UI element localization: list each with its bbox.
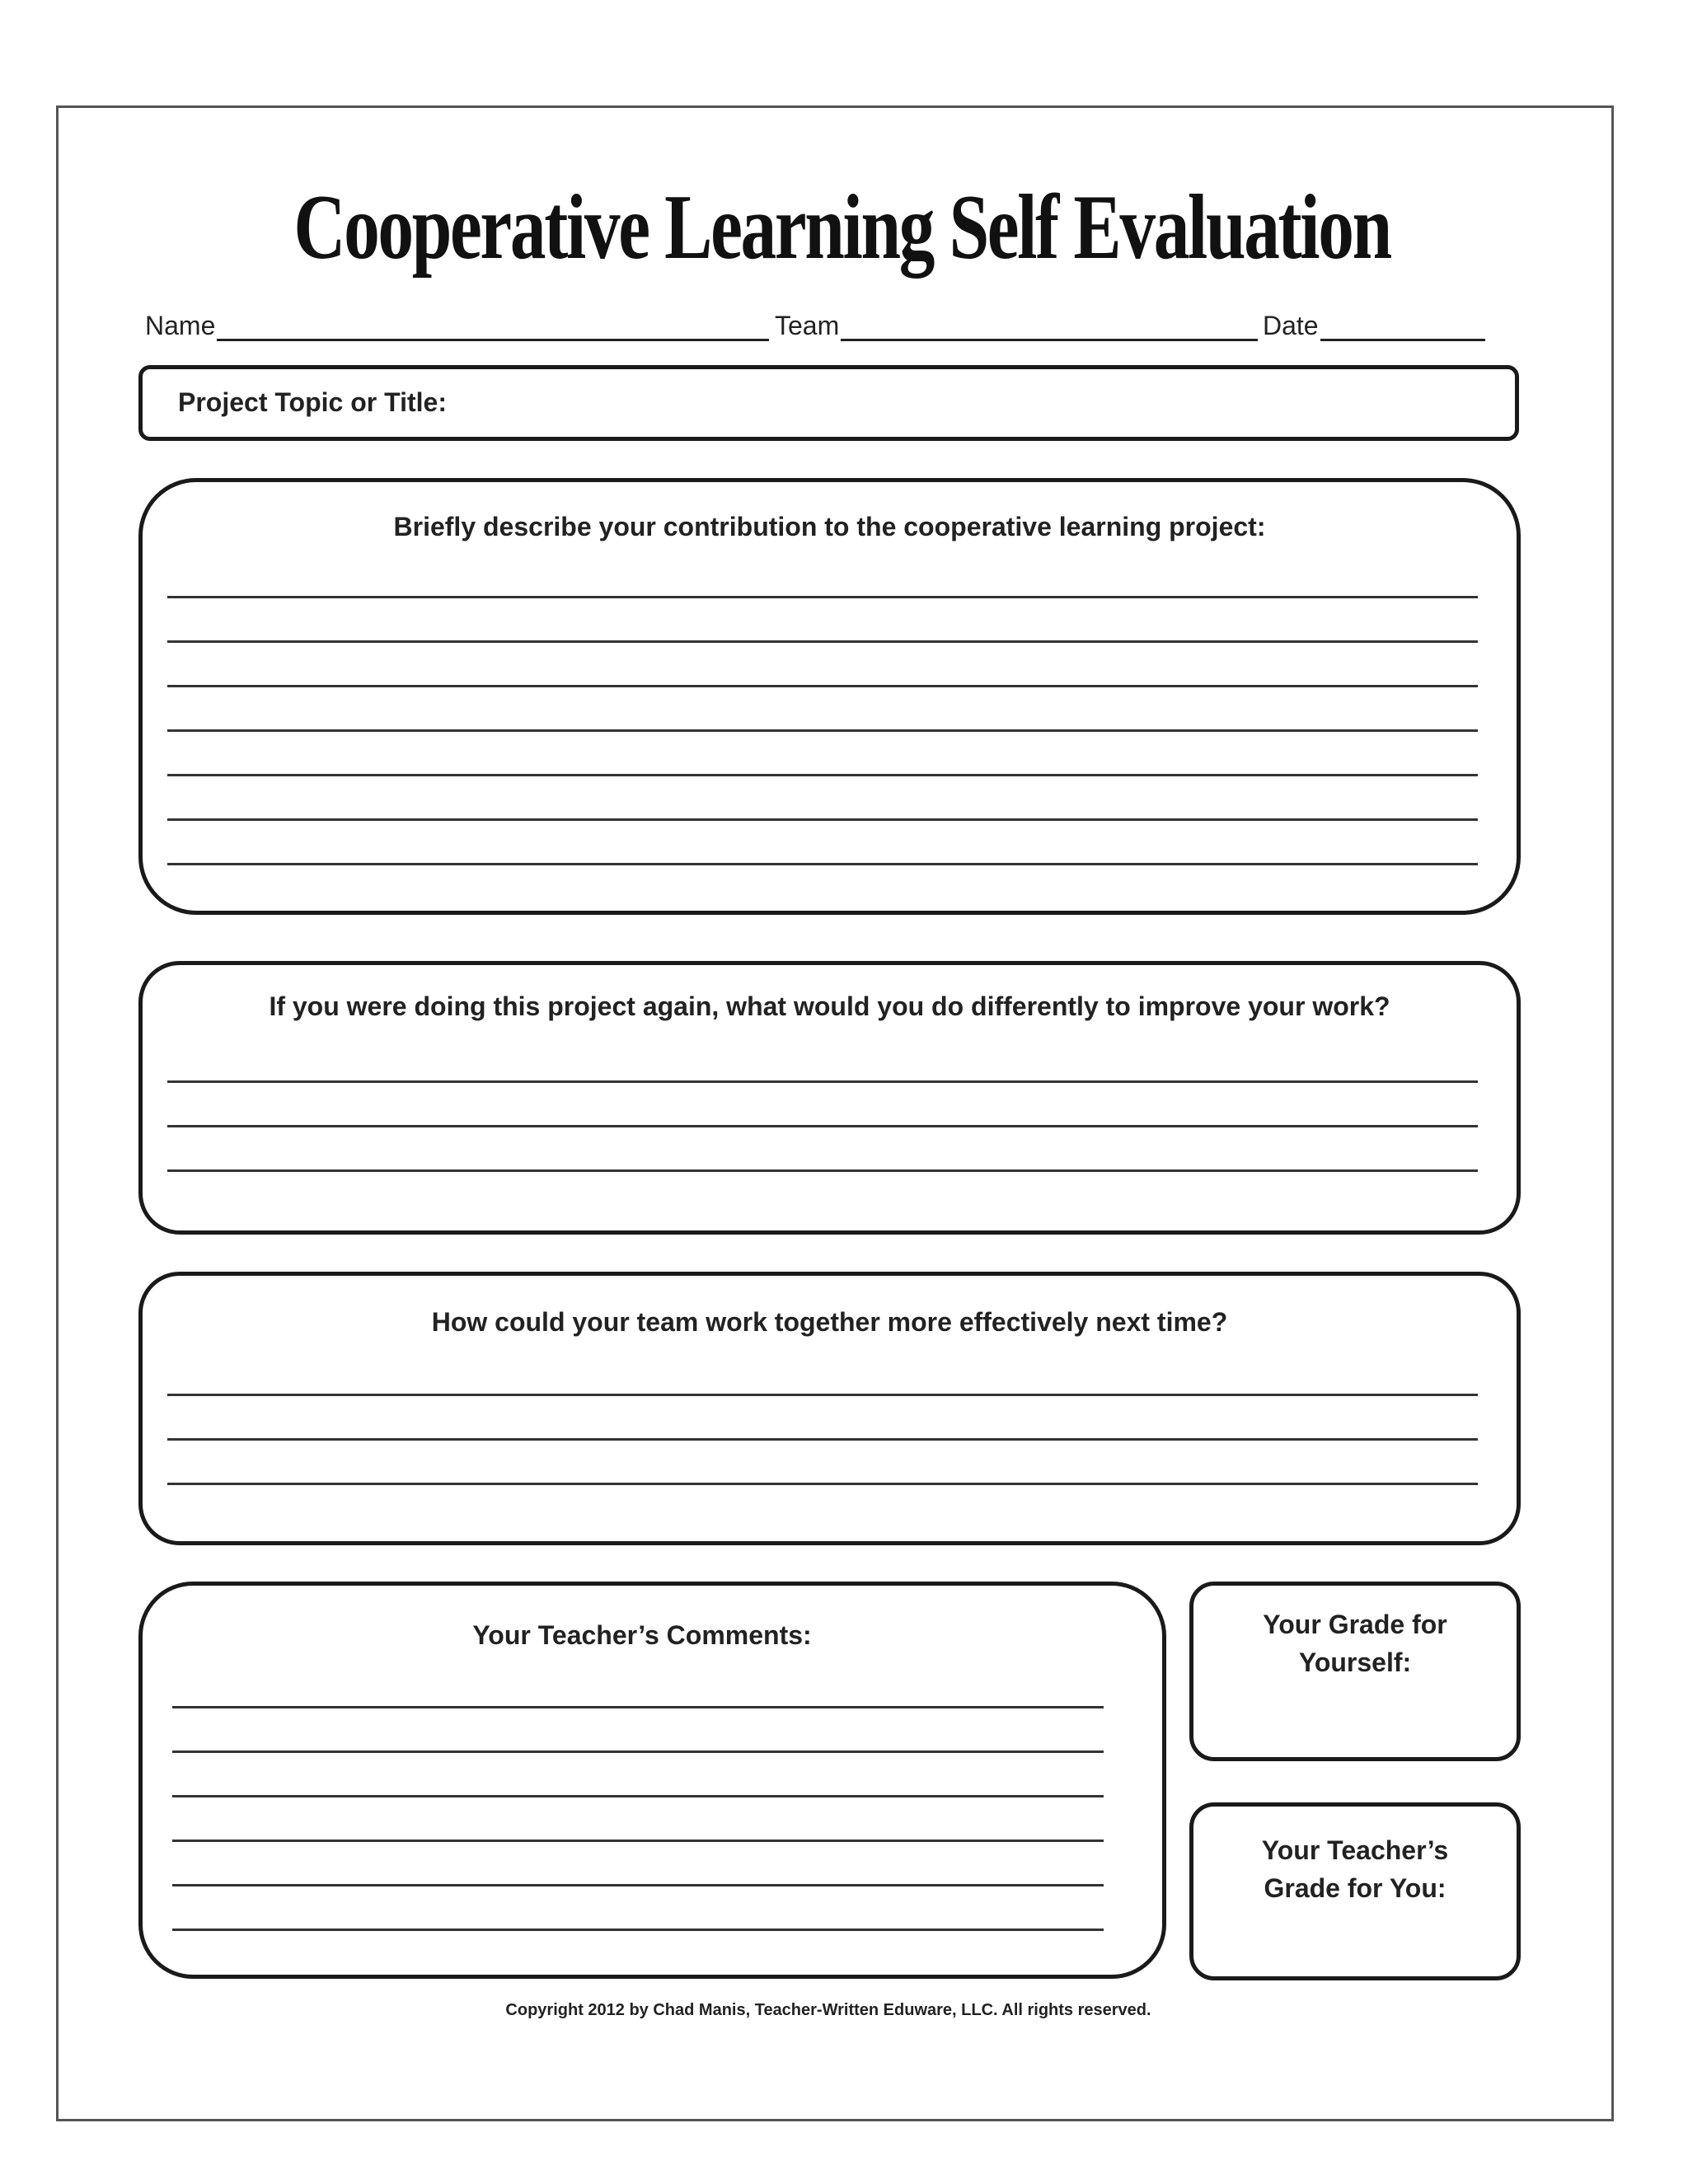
writing-line[interactable] bbox=[167, 685, 1478, 687]
name-field[interactable] bbox=[145, 307, 769, 341]
teacher-comments-box[interactable] bbox=[138, 1582, 1166, 1979]
writing-line[interactable] bbox=[167, 1394, 1478, 1396]
date-blank-line[interactable] bbox=[1320, 309, 1485, 341]
writing-line[interactable] bbox=[167, 1169, 1478, 1172]
writing-line[interactable] bbox=[172, 1706, 1104, 1708]
self-grade-box[interactable] bbox=[1189, 1582, 1521, 1761]
writing-line[interactable] bbox=[167, 1483, 1478, 1485]
self-grade-label-line1: Your Grade for bbox=[1263, 1610, 1447, 1639]
copyright-notice: Copyright 2012 by Chad Manis, Teacher-Written Eduware, LLC. All rights reserved. bbox=[505, 2001, 1151, 2019]
writing-line[interactable] bbox=[167, 1125, 1478, 1127]
writing-line[interactable] bbox=[167, 1438, 1478, 1441]
self-grade-label bbox=[1193, 1605, 1517, 1681]
name-blank-line[interactable] bbox=[217, 309, 769, 341]
improvement-box[interactable] bbox=[138, 961, 1521, 1235]
improvement-prompt: If you were doing this project again, what would you do differently to improve your work? bbox=[269, 991, 1390, 1021]
writing-line[interactable] bbox=[172, 1929, 1104, 1931]
teacher-grade-label-line1: Your Teacher’s bbox=[1261, 1835, 1449, 1865]
teacher-comments-prompt: Your Teacher’s Comments: bbox=[472, 1620, 812, 1650]
writing-line[interactable] bbox=[172, 1840, 1104, 1842]
team-blank-line[interactable] bbox=[841, 309, 1258, 341]
writing-line[interactable] bbox=[167, 596, 1478, 598]
teamwork-box[interactable] bbox=[138, 1272, 1521, 1545]
contribution-box[interactable] bbox=[138, 478, 1521, 915]
project-topic-box[interactable] bbox=[138, 365, 1519, 441]
writing-line[interactable] bbox=[172, 1884, 1104, 1886]
teamwork-prompt: How could your team work together more effectively next time? bbox=[431, 1307, 1228, 1337]
teacher-grade-label bbox=[1193, 1831, 1517, 1907]
writing-line[interactable] bbox=[167, 1080, 1478, 1083]
writing-line[interactable] bbox=[167, 729, 1478, 732]
teacher-grade-label-line2: Grade for You: bbox=[1264, 1873, 1447, 1903]
team-label: Team bbox=[775, 311, 840, 340]
writing-line[interactable] bbox=[167, 640, 1478, 643]
writing-line[interactable] bbox=[167, 774, 1478, 776]
date-field[interactable] bbox=[1263, 307, 1485, 341]
name-label: Name bbox=[145, 311, 216, 340]
date-label: Date bbox=[1263, 311, 1319, 340]
writing-line[interactable] bbox=[167, 863, 1478, 865]
writing-line[interactable] bbox=[172, 1795, 1104, 1797]
teacher-grade-box[interactable] bbox=[1189, 1802, 1521, 1980]
page-title: Cooperative Learning Self Evaluation bbox=[293, 176, 1390, 279]
writing-line[interactable] bbox=[172, 1750, 1104, 1753]
self-grade-label-line2: Yourself: bbox=[1298, 1647, 1412, 1677]
team-field[interactable] bbox=[775, 307, 1258, 341]
contribution-prompt: Briefly describe your contribution to the cooperative learning project: bbox=[393, 512, 1266, 541]
writing-line[interactable] bbox=[167, 818, 1478, 821]
project-topic-label: Project Topic or Title: bbox=[178, 387, 447, 417]
